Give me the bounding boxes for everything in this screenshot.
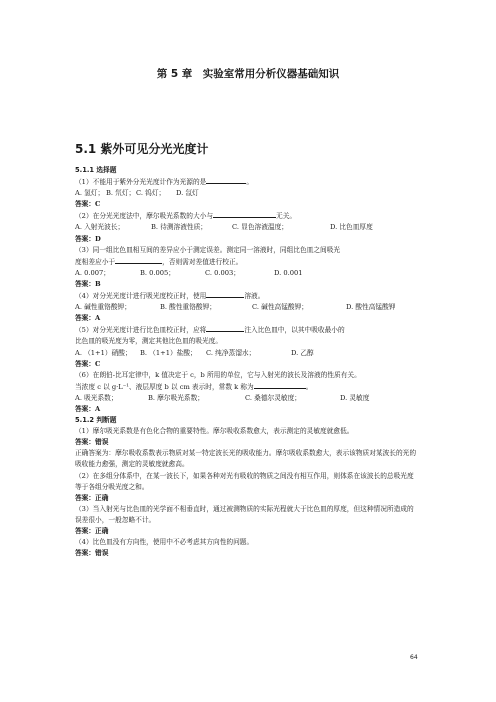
question-4-options — [75, 302, 420, 313]
option-c: C. 碱性高锰酸钾； — [252, 303, 308, 312]
option-a: A. 入射光波长； — [75, 223, 125, 232]
answer-3: 答案：B — [75, 279, 101, 288]
question-2: （2）在分光光度法中，摩尔吸光系数的大小与 无关。 — [75, 212, 297, 221]
option-b: B. 待测溶液性质； — [151, 223, 207, 232]
option-a: A. （1+1）硝酸； — [75, 348, 132, 357]
option-c: C. 纯净蒸馏水； — [206, 348, 256, 357]
answer-2: 答案：D — [75, 234, 101, 243]
question-1-options — [75, 188, 420, 199]
answer-blank — [206, 324, 244, 332]
question-4: （4）对分光光度计进行吸光度校正时，使用 溶液。 — [75, 292, 265, 301]
question-2-options — [75, 222, 420, 233]
question-5-line-2: 比色皿的吸光度为零，测定其他比色皿的吸光度。 — [75, 337, 223, 346]
content-body — [75, 165, 420, 559]
section-title: 5.1 紫外可见分光光度计 — [75, 142, 209, 156]
question-3-line-1: （3）同一组比色皿相互间的差异应小于测定误差。测定同一溶液时，同组比色皿之间吸光 — [75, 245, 341, 254]
judgment-1-explanation: 正确答案为：摩尔吸收系数表示物质对某一特定波长光的吸收能力。摩尔吸收系数愈大，表示该物质对某波长的光的吸收能力愈强，测定的灵敏度就愈高。 — [75, 449, 417, 469]
judgment-2: （2）在多组分体系中，在某一波长下，如果各种对光有吸收的物质之间没有相互作用，则体系在该波长的总吸光度等于各组分吸光度之和。 — [75, 471, 414, 491]
answer-4: 答案：A — [75, 314, 101, 323]
answer-blank — [254, 381, 306, 389]
option-a: A. 吸光系数； — [75, 393, 118, 402]
chapter-title: 第 5 章 实验室常用分析仪器基础知识 — [156, 68, 340, 80]
answer-1: 答案：C — [75, 200, 101, 209]
judgment-1-answer: 答案：错误 — [75, 438, 109, 447]
judgment-2-answer: 答案：正确 — [75, 493, 109, 502]
subsection-title-choice: 5.1.1 选择题 — [75, 166, 117, 174]
subsection-title-judgment: 5.1.2 判断题 — [75, 416, 117, 425]
option-d: D. 乙醇 — [291, 348, 314, 357]
question-6-options — [75, 393, 420, 404]
option-b: B. 摩尔吸光系数； — [148, 393, 204, 402]
option-a: A. 0.007； — [75, 268, 110, 277]
option-b: B. 酸性重铬酸钾； — [160, 303, 216, 312]
answer-blank — [206, 176, 246, 184]
answer-5: 答案：C — [75, 359, 101, 368]
option-d: D. 比色皿厚度 — [330, 223, 373, 232]
option-d: D. 酸性高锰酸钾 — [346, 303, 396, 312]
option-a: A. 碱性重铬酸钾； — [75, 303, 131, 312]
question-5-options — [75, 348, 420, 359]
question-3-options — [75, 268, 420, 279]
page-number: 64 — [410, 654, 418, 661]
option-c: C. 桑德尔灵敏度； — [245, 393, 301, 402]
option-b: B. （1+1）盐酸； — [140, 348, 197, 357]
judgment-1: （1）摩尔吸光系数是有色化合物的重要特性。摩尔吸收系数愈大，表示测定的灵敏度就愈低。 — [75, 427, 354, 436]
option-a: A. 氢灯； — [75, 189, 105, 198]
option-b: B. 0.005； — [140, 268, 175, 277]
judgment-4: （4）比色皿没有方向性，使用中不必考虑其方向性的问题。 — [75, 538, 254, 547]
question-6-line-1: （6）在朗伯-比耳定律中，k 值决定于 c，b 所用的单位，它与入射光的波长及溶液的性质有关。 — [75, 370, 361, 379]
option-d: D. 灵敏度 — [340, 393, 370, 402]
judgment-3: （3）当入射光与比色皿的光学面不相垂直时，通过被测物质的实际光程就大于比色皿的厚度，但这种情况所造成的误差很小，一般忽略不计。 — [75, 504, 414, 524]
option-b: B. 氘灯； — [106, 189, 136, 198]
option-c: C. 显色溶液温度； — [232, 223, 288, 232]
judgment-4-answer: 答案：错误 — [75, 549, 109, 558]
answer-blank — [213, 210, 276, 218]
option-c: C. 0.003； — [205, 268, 240, 277]
question-6-line-2: 当浓度 c 以 g·L⁻¹、液层厚度 b 以 cm 表示时，常数 k 称为 。 — [75, 382, 313, 391]
option-c: C. 钨灯； — [136, 189, 166, 198]
answer-blank — [206, 290, 244, 298]
answer-blank — [115, 256, 162, 264]
question-5-line-1: （5）对分光光度计进行比色皿校正时，应将 注入比色皿中，以其中吸收最小的 — [75, 326, 345, 335]
option-d: D. 氙灯 — [176, 189, 199, 198]
question-3-line-2: 度相差应小于 ，否则需对差值进行校正。 — [75, 257, 243, 266]
option-d: D. 0.001 — [274, 268, 303, 277]
answer-6: 答案：A — [75, 404, 101, 413]
question-1: （1）不能用于紫外分光光度计作为光源的是 。 — [75, 178, 254, 187]
judgment-3-answer: 答案：正确 — [75, 527, 109, 535]
